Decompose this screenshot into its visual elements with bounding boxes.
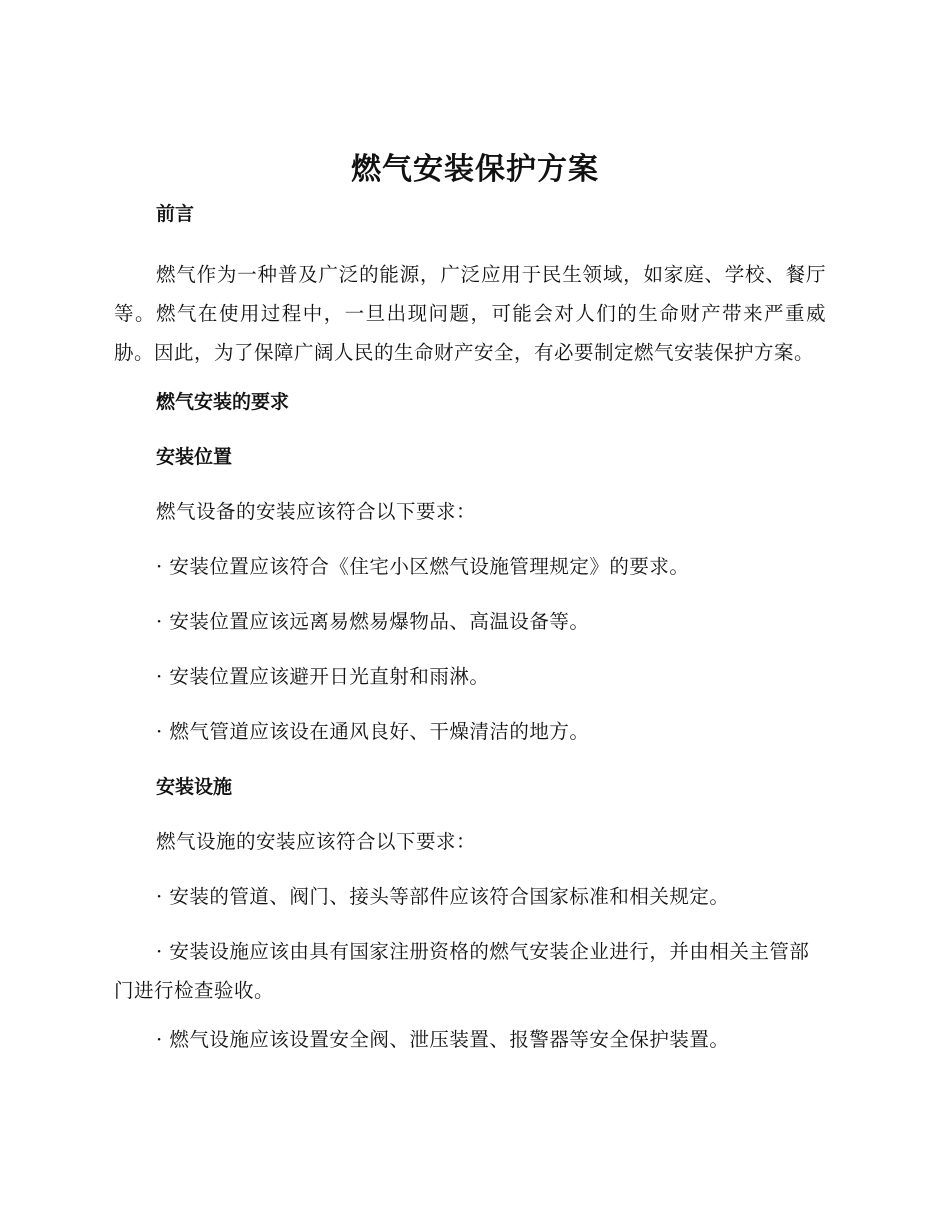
list-item: · 安装位置应该符合《住宅小区燃气设施管理规定》的要求。 — [156, 555, 690, 578]
list-item: · 安装设施应该由具有国家注册资格的燃气安装企业进行，并由相关主管部门进行检查验收。 — [114, 940, 810, 1002]
preface-paragraph: 燃气作为一种普及广泛的能源，广泛应用于民生领域，如家庭、学校、餐厅等。燃气在使用过程中，一旦出现问题，可能会对人们的生命财产带来严重威胁。因此，为了保障广阔人民的生命财产安全，有必要制定燃气安装保护方案。 — [114, 263, 826, 364]
location-intro: 燃气设备的安装应该符合以下要求： — [156, 500, 477, 523]
document-title: 燃气安装保护方案 — [351, 152, 599, 187]
list-item: · 安装位置应该避开日光直射和雨淋。 — [156, 665, 490, 688]
list-item: · 安装位置应该远离易燃易爆物品、高温设备等。 — [156, 610, 590, 633]
section-heading-facilities: 安装设施 — [156, 776, 233, 798]
section-heading-preface: 前言 — [156, 203, 195, 225]
section-heading-requirements: 燃气安装的要求 — [156, 391, 290, 413]
list-item: · 燃气管道应该设在通风良好、干燥清洁的地方。 — [156, 720, 590, 743]
section-heading-location: 安装位置 — [156, 446, 233, 468]
facilities-intro: 燃气设施的安装应该符合以下要求： — [156, 830, 477, 853]
document-body — [114, 200, 826, 1081]
list-item: · 安装的管道、阀门、接头等部件应该符合国家标准和相关规定。 — [156, 885, 730, 908]
list-item: · 燃气设施应该设置安全阀、泄压装置、报警器等安全保护装置。 — [156, 1028, 730, 1051]
